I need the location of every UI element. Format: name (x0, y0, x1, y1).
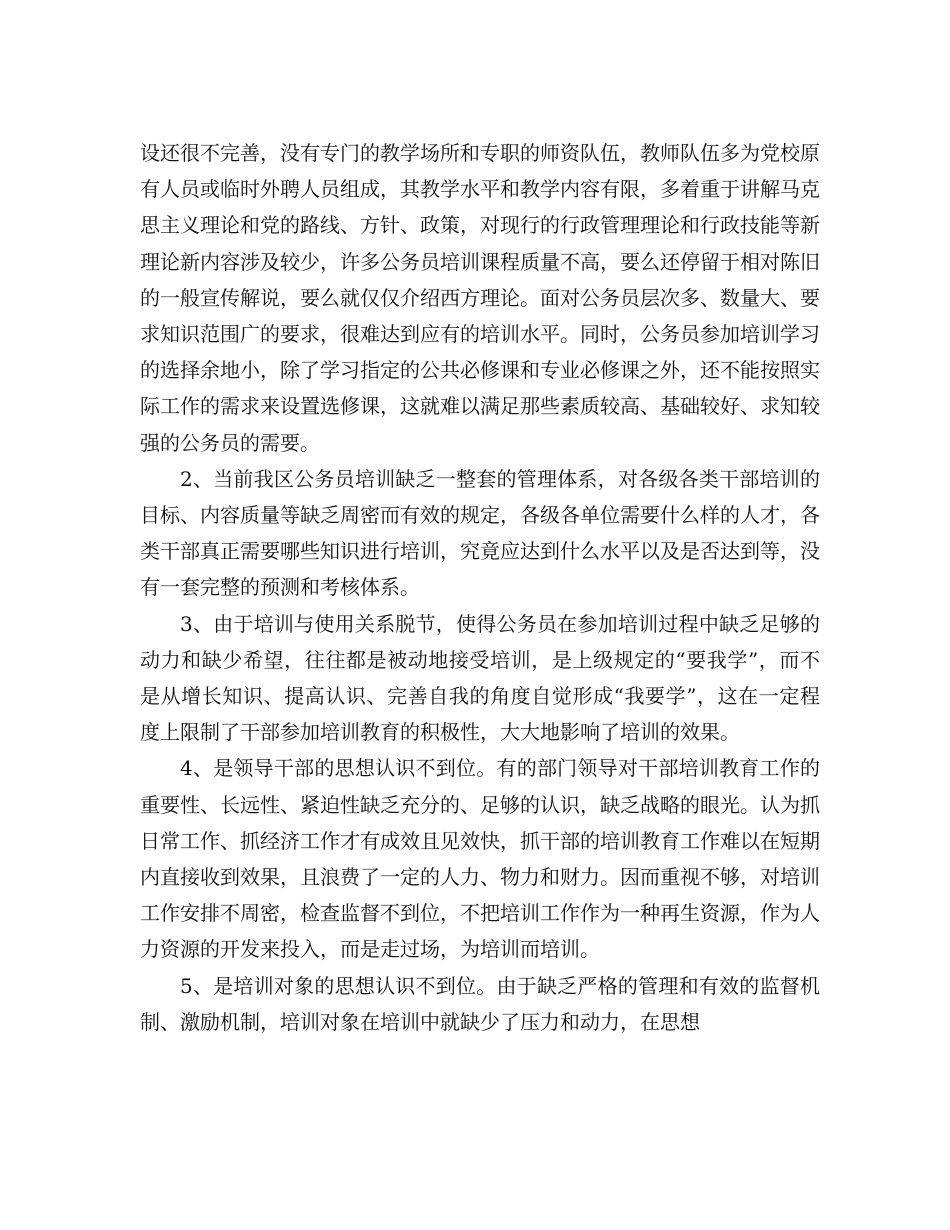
document-body (140, 135, 820, 1040)
paragraph-5: 5、是培训对象的思想认识不到位。由于缺乏严格的管理和有效的监督机制、激励机制，培训对象在培训中就缺少了压力和动力，在思想 (140, 973, 820, 1034)
paragraph-2: 2、当前我区公务员培训缺乏一整套的管理体系，对各级各类干部培训的目标、内容质量等缺乏周密而有效的规定，各级各单位需要什么样的人才，各类干部真正需要哪些知识进行培训，究竟应达到什么水平以及是否达到等，没有一套完整的预测和考核体系。 (140, 466, 820, 600)
paragraph-4: 4、是领导干部的思想认识不到位。有的部门领导对干部培训教育工作的重要性、长远性、紧迫性缺乏充分的、足够的认识，缺乏战略的眼光。认为抓日常工作、抓经济工作才有成效且见效快，抓干部的培训教育工作难以在短期内直接收到效果，且浪费了一定的人力、物力和财力。因而重视不够，对培训工作安排不周密，检查监督不到位，不把培训工作作为一种再生资源，作为人力资源的开发来投入，而是走过场，为培训而培训。 (140, 756, 820, 962)
paragraph-1: 设还很不完善，没有专门的教学场所和专职的师资队伍，教师队伍多为党校原有人员或临时外聘人员组成，其教学水平和教学内容有限，多着重于讲解马克思主义理论和党的路线、方针、政策，对现行的行政管理理论和行政技能等新理论新内容涉及较少，许多公务员培训课程质量不高，要么还停留于相对陈旧的一般宣传解说，要么就仅仅介绍西方理论。面对公务员层次多、数量大、要求知识范围广的要求，很难达到应有的培训水平。同时，公务员参加培训学习的选择余地小，除了学习指定的公共必修课和专业必修课之外，还不能按照实际工作的需求来设置选修课，这就难以满足那些素质较高、基础较好、求知较强的公务员的需要。 (140, 141, 820, 455)
paragraph-3: 3、由于培训与使用关系脱节，使得公务员在参加培训过程中缺乏足够的动力和缺少希望，往往都是被动地接受培训，是上级规定的“要我学”，而不是从增长知识、提高认识、完善自我的角度自觉形成“我要学”，这在一定程度上限制了干部参加培训教育的积极性，大大地影响了培训的效果。 (140, 611, 820, 745)
